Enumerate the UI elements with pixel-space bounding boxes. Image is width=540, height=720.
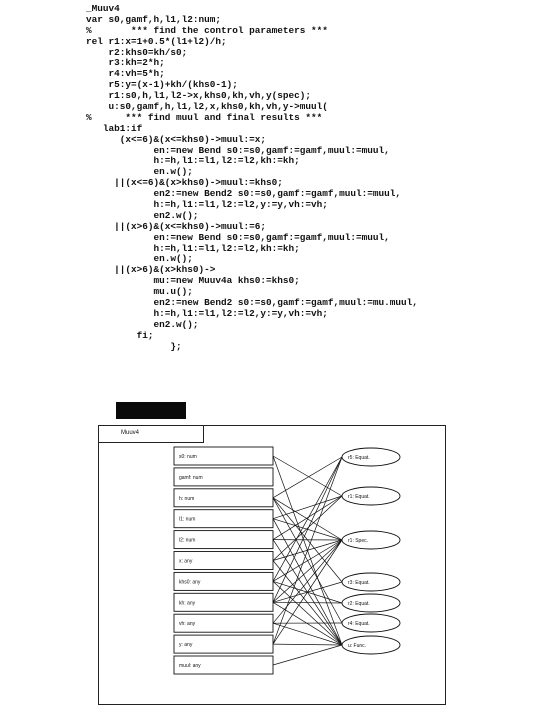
code-line: (x<=6)&(x<=khs0)->muul:=x;: [86, 133, 267, 145]
connection-line: [273, 496, 342, 540]
relation-node: [342, 594, 400, 612]
variable-node: [174, 593, 273, 611]
relation-node: [342, 614, 400, 632]
connection-line: [273, 581, 342, 645]
code-line: u:s0,gamf,h,l1,l2,x,khs0,kh,vh,y->muul(: [86, 101, 328, 113]
code-line: en.w();: [86, 253, 193, 265]
code-line: ||(x<=6)&(x>khs0)->muul:=khs0;: [86, 177, 283, 189]
connection-line: [273, 540, 342, 602]
code-line: en2.w();: [86, 209, 199, 221]
variable-node: [174, 510, 273, 528]
variable-label: muul: any: [179, 663, 201, 669]
variable-node: [174, 614, 273, 632]
relation-node: [342, 573, 400, 591]
code-line: };: [86, 340, 182, 352]
code-line: en2:=new Bend2 s0:=s0,gamf:=gamf,muul:=mu.muul,: [86, 297, 418, 309]
connection-line: [273, 602, 342, 603]
variable-label: l2: num: [179, 537, 196, 544]
redacted-caption-bar: [116, 402, 186, 419]
variable-node: [174, 552, 273, 570]
code-line: h:=h,l1:=l1,l2:=l2,kh:=kh;: [86, 242, 300, 254]
code-line: r3:kh=2*h;: [86, 57, 165, 69]
code-line: h:=h,l1:=l1,l2:=l2,kh:=kh;: [86, 155, 300, 167]
connection-line: [273, 540, 342, 581]
code-line: en:=new Bend s0:=s0,gamf:=gamf,muul:=muul,: [86, 231, 390, 243]
variable-node: [174, 468, 273, 486]
relation-label: r3: Equat.: [348, 580, 370, 586]
code-line: h:=h,l1:=l1,l2:=l2,y:=y,vh:=vh;: [86, 307, 328, 319]
variable-label: khs0: any: [179, 579, 201, 586]
code-line: rel r1:x=1+0.5*(l1+l2)/h;: [86, 35, 227, 47]
relation-node: [342, 636, 400, 654]
code-line: en.w();: [86, 166, 193, 178]
code-line: % *** find muul and final results ***: [86, 111, 323, 123]
code-line: r5:y=(x-1)+kh/(khs0-1);: [86, 79, 238, 91]
scheme-window[interactable]: [98, 425, 446, 705]
code-line: fi;: [86, 329, 154, 341]
variable-node: [174, 531, 273, 549]
connection-line: [273, 496, 342, 519]
code-line: var s0,gamf,h,l1,l2:num;: [86, 13, 222, 25]
code-line: en:=new Bend s0:=s0,gamf:=gamf,muul:=muul,: [86, 144, 390, 156]
variable-node: [174, 635, 273, 653]
relation-node: [342, 531, 400, 549]
variable-label: h: num: [179, 495, 195, 502]
relation-label: r5: Equat.: [348, 455, 370, 461]
relation-node: [342, 487, 400, 505]
connection-line: [273, 644, 342, 645]
code-line: en2:=new Bend2 s0:=s0,gamf:=gamf,muul:=muul,: [86, 188, 402, 200]
relation-label: r4: Equat.: [348, 621, 370, 627]
connection-line: [273, 645, 342, 665]
source-code: [86, 4, 418, 353]
variable-label: s0: num: [179, 454, 197, 460]
variable-label: vh: any: [179, 621, 196, 628]
code-line: r1:s0,h,l1,l2->x,khs0,kh,vh,y(spec);: [86, 90, 312, 102]
variable-label: x: any: [179, 558, 193, 565]
code-line: r2:khs0=kh/s0;: [86, 46, 188, 58]
connection-line: [273, 540, 342, 623]
variable-node: [174, 656, 273, 674]
code-line: ||(x>6)&(x>khs0)->: [86, 264, 216, 276]
variable-label: gamf: num: [179, 474, 203, 481]
variable-label: l1: num: [179, 516, 196, 523]
relation-label: u: Func.: [348, 643, 367, 649]
code-line: mu:=new Muuv4a khs0:=khs0;: [86, 275, 300, 287]
variable-label: y: any: [179, 642, 193, 649]
code-line: r4:vh=5*h;: [86, 68, 165, 80]
variable-node: [174, 489, 273, 507]
relation-label: r1: Spec.: [348, 538, 369, 544]
code-line: mu.u();: [86, 286, 193, 298]
connection-line: [273, 457, 342, 602]
connection-line: [273, 602, 342, 645]
scheme-diagram: [99, 426, 445, 704]
connection-line: [273, 457, 342, 498]
variable-label: kh: any: [179, 600, 196, 607]
relation-label: r1: Equat.: [348, 494, 370, 500]
code-line: ||(x>6)&(x<=khs0)->muul:=6;: [86, 220, 267, 232]
code-line: _Muuv4: [86, 3, 120, 14]
relation-label: r2: Equat.: [348, 601, 370, 607]
code-line: lab1:if: [86, 122, 143, 134]
connection-lines: [273, 456, 342, 665]
window-title: Muuv4: [121, 430, 140, 436]
variable-node: [174, 447, 273, 465]
code-line: en2.w();: [86, 318, 199, 330]
variable-node: [174, 572, 273, 590]
relation-node: [342, 448, 400, 466]
code-line: % *** find the control parameters ***: [86, 24, 328, 36]
code-line: h:=h,l1:=l1,l2:=l2,y:=y,vh:=vh;: [86, 199, 328, 211]
